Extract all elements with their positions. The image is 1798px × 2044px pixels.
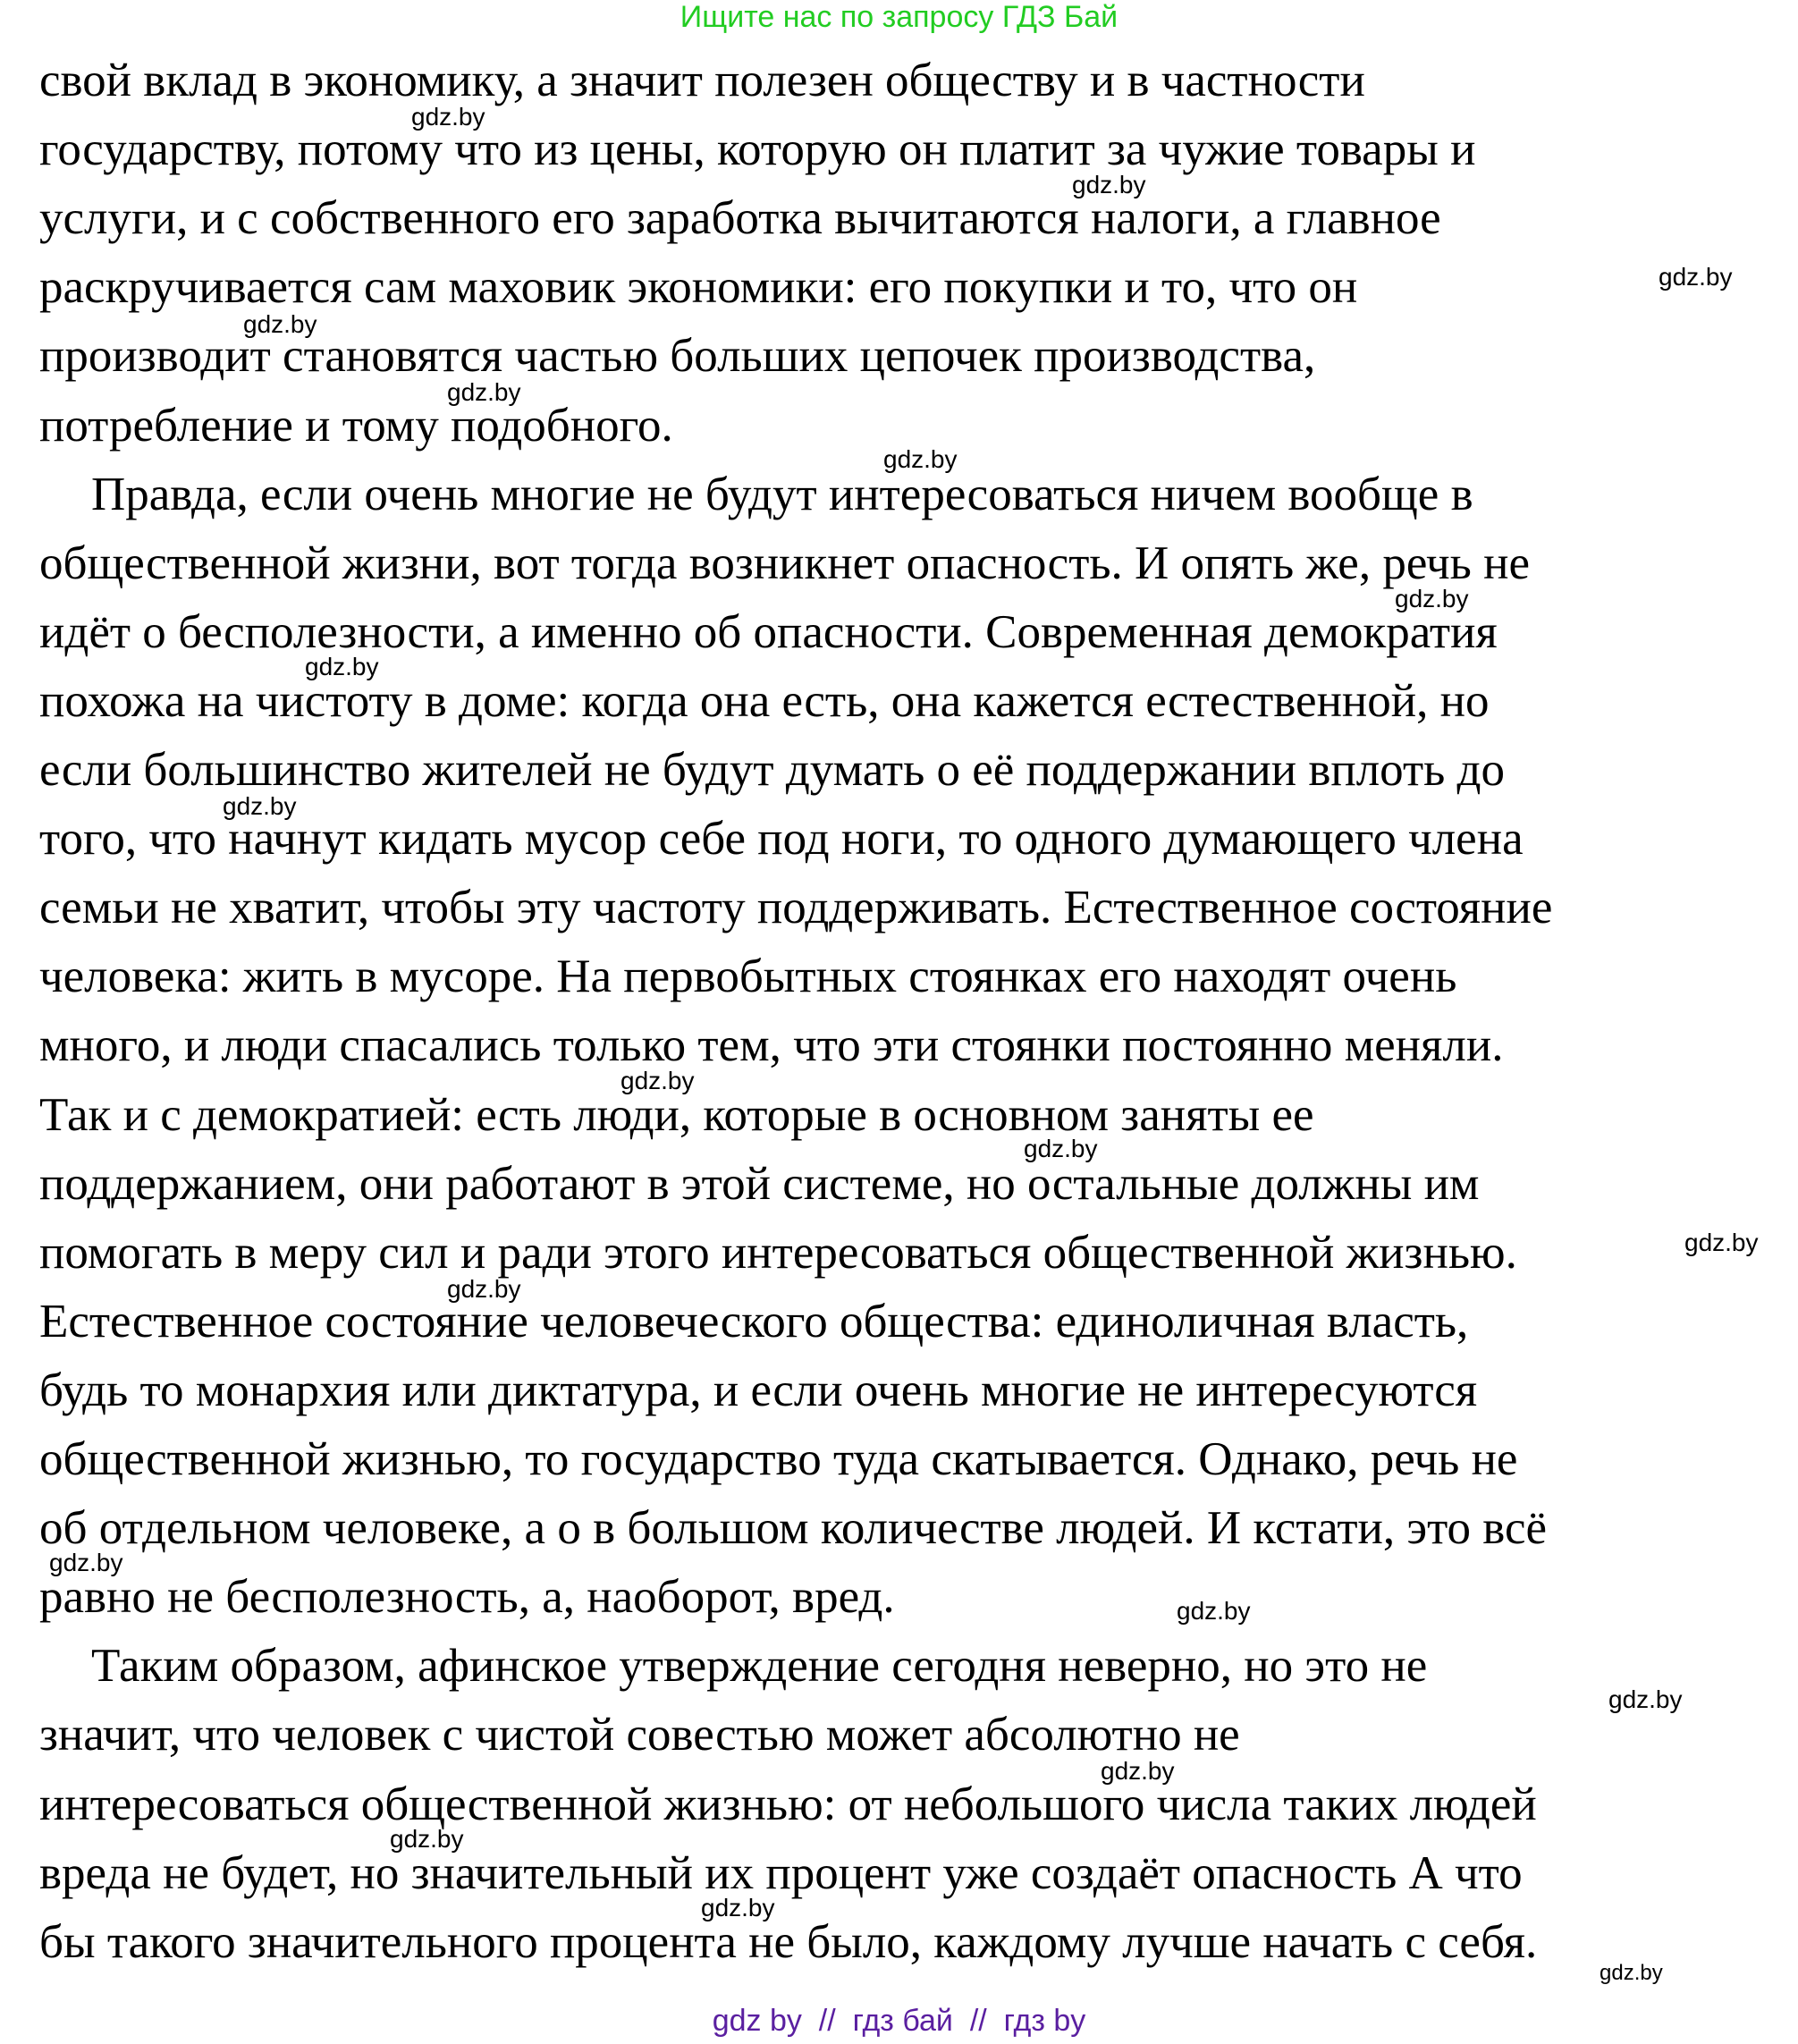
watermark: gdz.by — [1072, 171, 1146, 198]
text-line: раскручивается сам маховик экономики: его покупки и то, что он — [39, 261, 1358, 314]
text-line: Таким образом, афинское утверждение сегодня неверно, но это не — [91, 1640, 1428, 1693]
text-line: будь то монархия или диктатура, и если очень многие не интересуются — [39, 1364, 1478, 1416]
text-line: государству, потому что из цены, которую он платит за чужие товары и — [39, 123, 1476, 176]
watermark: gdz.by — [243, 310, 317, 338]
text-line: если большинство жителей не будут думать о её поддержании вплоть до — [39, 744, 1506, 796]
text-line: того, что начнут кидать мусор себе под ноги, то одного думающего члена — [39, 813, 1524, 866]
text-line: услуги, и с собственного его заработка вычитаются налоги, а главное — [39, 192, 1441, 245]
watermark: gdz.by — [1600, 1961, 1663, 1985]
watermark: gdz.by — [1395, 585, 1469, 612]
watermark: gdz.by — [1684, 1229, 1759, 1256]
text-line: человека: жить в мусоре. На первобытных стоянках его находят очень — [39, 950, 1457, 1003]
watermark: gdz.by — [411, 103, 485, 131]
watermark: gdz.by — [305, 653, 379, 680]
watermark: gdz.by — [1659, 263, 1733, 291]
text-line: поддержанием, они работают в этой системе, но остальные должны им — [39, 1157, 1480, 1210]
text-line: общественной жизнью, то государство туда скатывается. Однако, речь не — [39, 1433, 1518, 1485]
text-line: идёт о бесполезности, а именно об опасности. Современная демократия — [39, 605, 1498, 658]
watermark: gdz.by — [1608, 1685, 1683, 1713]
text-line: Естественное состояние человеческого общества: единоличная власть, — [39, 1295, 1469, 1347]
text-line: производит становятся частью больших цепочек производства, — [39, 330, 1316, 383]
watermark: gdz.by — [390, 1825, 464, 1853]
search-hint-banner: Ищите нас по запросу ГДЗ Бай — [680, 0, 1118, 34]
watermark: gdz.by — [1024, 1135, 1098, 1162]
text-line: интересоваться общественной жизнью: от небольшого числа таких людей — [39, 1778, 1537, 1830]
text-line: значит, что человек с чистой совестью может абсолютно не — [39, 1709, 1240, 1761]
watermark: gdz.by — [447, 1275, 521, 1303]
text-line: бы такого значительного процента не было, каждому лучше начать с себя. — [39, 1915, 1538, 1968]
text-line: равно не бесполезность, а, наоборот, вред. — [39, 1571, 895, 1624]
text-line: Так и с демократией: есть люди, которые в основном заняты ее — [39, 1088, 1314, 1141]
text-line: потребление и тому подобного. — [39, 399, 673, 452]
text-line: много, и люди спасались только тем, что эти стоянки постоянно меняли. — [39, 1019, 1504, 1072]
watermark: gdz.by — [701, 1894, 775, 1922]
text-line: помогать в меру сил и ради этого интересоваться общественной жизнью. — [39, 1226, 1517, 1279]
watermark: gdz.by — [620, 1067, 695, 1094]
watermark: gdz.by — [1101, 1757, 1175, 1785]
watermark: gdz.by — [49, 1549, 123, 1576]
text-line: общественной жизни, вот тогда возникнет опасность. И опять же, речь не — [39, 536, 1530, 589]
text-line: похожа на чистоту в доме: когда она есть, она кажется естественной, но — [39, 674, 1490, 727]
watermark: gdz.by — [447, 378, 521, 406]
text-line: семьи не хватит, чтобы эту частоту поддерживать. Естественное состояние — [39, 882, 1553, 934]
watermark: gdz.by — [223, 792, 297, 820]
watermark: gdz.by — [1177, 1597, 1251, 1625]
text-line: об отдельном человеке, а о в большом количестве людей. И кстати, это всё — [39, 1502, 1548, 1555]
text-line: Правда, если очень многие не будут интересоваться ничем вообще в — [91, 468, 1473, 520]
footer-site-links: gdz by // гдз бай // гдз by — [712, 2004, 1086, 2038]
text-line: вреда не будет, но значительный их процент уже создаёт опасность А что — [39, 1846, 1523, 1899]
watermark: gdz.by — [883, 445, 958, 473]
text-line: свой вклад в экономику, а значит полезен обществу и в частности — [39, 55, 1365, 106]
